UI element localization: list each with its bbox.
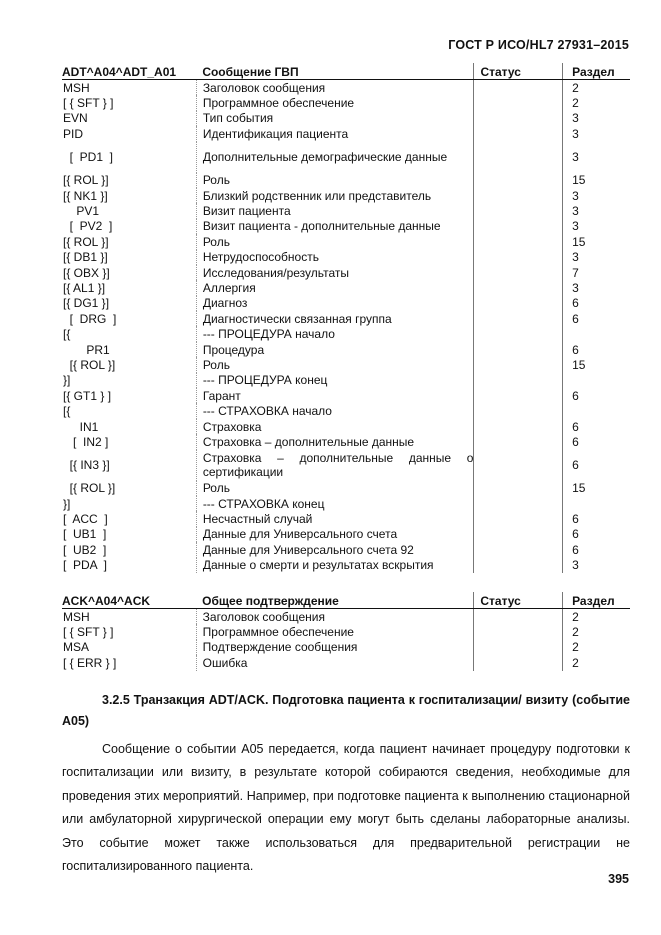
- table-row: [62, 95, 630, 110]
- section-cell: 6: [563, 311, 630, 326]
- segment-cell: PID: [63, 126, 84, 141]
- column-header-description: Сообщение ГВП: [196, 63, 474, 80]
- segment-cell: [ PV2 ]: [63, 219, 113, 234]
- segment-cell: }]: [63, 496, 71, 511]
- section-cell: 3: [563, 219, 630, 234]
- table-row: [62, 373, 630, 388]
- section-cell: [563, 403, 630, 418]
- section-body-paragraph: Сообщение о событии A05 передается, когда пациент начинает процедуру подготовки к госпитализации или визиту, в результате которой собираются сведения, необходимые для проведения этих мероприятий. Например, при подготовке пациента к выполнению стационарной или амбулаторной хирургической операции ему могут быть сделаны лабораторные анализы. Это событие может также использоваться для предварительной регистрации не госпитализированного пациента.: [62, 742, 630, 874]
- status-cell: [474, 655, 563, 670]
- adt-a04-message-table: [62, 63, 630, 573]
- section-cell: 2: [563, 640, 630, 655]
- column-header-section: Раздел: [563, 63, 630, 80]
- section-cell: 6: [563, 511, 630, 526]
- table-row: [62, 265, 630, 280]
- column-header-status: Статус: [474, 63, 563, 80]
- table-row: [62, 558, 630, 573]
- status-cell: [474, 280, 563, 295]
- segment-cell: MSA: [63, 640, 90, 655]
- table-row: [62, 419, 630, 434]
- description-cell: Роль: [196, 357, 474, 372]
- status-cell: [474, 434, 563, 449]
- status-cell: [474, 640, 563, 655]
- status-cell: [474, 188, 563, 203]
- section-cell: 3: [563, 188, 630, 203]
- table-row: [62, 234, 630, 249]
- description-cell: Идентификация пациента: [196, 126, 474, 141]
- status-cell: [474, 542, 563, 557]
- status-cell: [474, 373, 563, 388]
- segment-cell: [{ NK1 }]: [63, 188, 108, 203]
- table-row: [62, 173, 630, 188]
- segment-cell: [ PD1 ]: [63, 150, 114, 165]
- segment-cell: MSH: [63, 609, 90, 624]
- segment-cell: [ PDA ]: [63, 558, 108, 573]
- section-cell: 3: [563, 250, 630, 265]
- segment-cell: PR1: [63, 342, 110, 357]
- segment-cell: }]: [63, 373, 71, 388]
- section-cell: [563, 496, 630, 511]
- status-cell: [474, 527, 563, 542]
- description-cell: --- ПРОЦЕДУРА начало: [196, 326, 474, 341]
- segment-cell: [ DRG ]: [63, 311, 117, 326]
- table-row: [62, 80, 630, 96]
- section-cell: 6: [563, 450, 630, 481]
- segment-cell: EVN: [63, 111, 88, 126]
- table-row: [62, 450, 630, 481]
- table-header-row: [62, 63, 630, 80]
- segment-cell: IN1: [63, 419, 99, 434]
- description-cell: Визит пациента - дополнительные данные: [196, 219, 474, 234]
- table-row: [62, 357, 630, 372]
- segment-cell: [ { ERR } ]: [63, 655, 117, 670]
- table-row: [62, 511, 630, 526]
- document-header: ГОСТ Р ИСО/HL7 27931–2015: [448, 38, 629, 52]
- description-cell: Роль: [196, 481, 474, 496]
- segment-cell: [{ ROL }]: [63, 234, 109, 249]
- status-cell: [474, 511, 563, 526]
- table-row: [62, 188, 630, 203]
- description-cell: Данные для Универсального счета 92: [196, 542, 474, 557]
- table-row: [62, 655, 630, 670]
- segment-cell: [ UB2 ]: [63, 542, 107, 557]
- description-cell: Дополнительные демографические данные: [196, 142, 474, 173]
- status-cell: [474, 203, 563, 218]
- segment-cell: [ IN2 ]: [63, 434, 109, 449]
- section-cell: [563, 373, 630, 388]
- table-row: [62, 434, 630, 449]
- column-header-status: Статус: [474, 592, 563, 609]
- column-header-message-structure: ADT^A04^ADT_A01: [62, 63, 196, 80]
- segment-cell: [{: [63, 404, 71, 419]
- description-cell: Нетрудоспособность: [196, 250, 474, 265]
- description-cell: --- ПРОЦЕДУРА конец: [196, 373, 474, 388]
- section-cell: 3: [563, 126, 630, 141]
- section-cell: 15: [563, 234, 630, 249]
- description-cell: Диагноз: [196, 296, 474, 311]
- description-cell: Данные для Универсального счета: [196, 527, 474, 542]
- segment-cell: [ UB1 ]: [63, 527, 107, 542]
- segment-cell: [{ ROL }]: [63, 173, 109, 188]
- segment-cell: [ ACC ]: [63, 512, 108, 527]
- table-row: [62, 111, 630, 126]
- description-cell: Заголовок сообщения: [196, 609, 474, 625]
- section-cell: 6: [563, 296, 630, 311]
- segment-cell: PV1: [63, 204, 100, 219]
- table-row: [62, 219, 630, 234]
- status-cell: [474, 296, 563, 311]
- column-header-description: Общее подтверждение: [196, 592, 474, 609]
- ack-a04-message-table: [62, 592, 630, 671]
- section-cell: 15: [563, 481, 630, 496]
- status-cell: [474, 342, 563, 357]
- status-cell: [474, 219, 563, 234]
- section-cell: 3: [563, 111, 630, 126]
- segment-cell: [{ OBX }]: [63, 265, 110, 280]
- section-cell: 15: [563, 357, 630, 372]
- status-cell: [474, 496, 563, 511]
- segment-cell: [{ DB1 }]: [63, 250, 108, 265]
- status-cell: [474, 624, 563, 639]
- description-cell: Аллергия: [196, 280, 474, 295]
- status-cell: [474, 95, 563, 110]
- section-cell: 2: [563, 624, 630, 639]
- description-cell: Заголовок сообщения: [196, 80, 474, 96]
- status-cell: [474, 250, 563, 265]
- segment-cell: [{ AL1 }]: [63, 280, 106, 295]
- status-cell: [474, 80, 563, 96]
- table-row: [62, 126, 630, 141]
- section-cell: 2: [563, 95, 630, 110]
- section-cell: 15: [563, 173, 630, 188]
- description-cell: Страховка – дополнительные данные: [196, 434, 474, 449]
- table-header-row: [62, 592, 630, 609]
- column-header-message-structure: ACK^A04^ACK: [62, 592, 196, 609]
- description-cell: --- СТРАХОВКА начало: [196, 403, 474, 418]
- segment-cell: [{ IN3 }]: [63, 458, 110, 473]
- description-cell: Ошибка: [196, 655, 474, 670]
- table-row: [62, 142, 630, 173]
- table-row: [62, 342, 630, 357]
- page-number: 395: [608, 872, 629, 886]
- description-cell: Страховка – дополнительные данные о сертификации: [196, 450, 474, 481]
- section-heading: 3.2.5 Транзакция ADT/ACK. Подготовка пациента к госпитализации/ визиту (событие A05): [62, 693, 630, 728]
- section-cell: 3: [563, 558, 630, 573]
- table-row: [62, 640, 630, 655]
- status-cell: [474, 481, 563, 496]
- section-cell: 6: [563, 388, 630, 403]
- description-cell: Несчастный случай: [196, 511, 474, 526]
- segment-cell: [{: [63, 327, 71, 342]
- table-row: [62, 311, 630, 326]
- status-cell: [474, 558, 563, 573]
- status-cell: [474, 234, 563, 249]
- table-row: [62, 296, 630, 311]
- section-cell: 6: [563, 342, 630, 357]
- description-cell: --- СТРАХОВКА конец: [196, 496, 474, 511]
- description-cell: Роль: [196, 173, 474, 188]
- section-cell: 7: [563, 265, 630, 280]
- table-row: [62, 203, 630, 218]
- table-row: [62, 527, 630, 542]
- table-row: [62, 609, 630, 625]
- column-header-section: Раздел: [563, 592, 630, 609]
- section-cell: 2: [563, 609, 630, 625]
- status-cell: [474, 265, 563, 280]
- table-row: [62, 481, 630, 496]
- status-cell: [474, 357, 563, 372]
- table-row: [62, 250, 630, 265]
- section-cell: 2: [563, 655, 630, 670]
- status-cell: [474, 419, 563, 434]
- segment-cell: [{ GT1 } ]: [63, 388, 112, 403]
- segment-cell: [ { SFT } ]: [63, 625, 114, 640]
- description-cell: Данные о смерти и результатах вскрытия: [196, 558, 474, 573]
- description-cell: Тип события: [196, 111, 474, 126]
- description-cell: Роль: [196, 234, 474, 249]
- table-row: [62, 388, 630, 403]
- section-cell: 6: [563, 542, 630, 557]
- description-cell: Близкий родственник или представитель: [196, 188, 474, 203]
- status-cell: [474, 126, 563, 141]
- section-cell: 6: [563, 419, 630, 434]
- section-cell: 2: [563, 80, 630, 96]
- description-cell: Процедура: [196, 342, 474, 357]
- section-cell: 3: [563, 142, 630, 173]
- status-cell: [474, 388, 563, 403]
- status-cell: [474, 403, 563, 418]
- description-cell: Программное обеспечение: [196, 624, 474, 639]
- table-row: [62, 326, 630, 341]
- section-cell: [563, 326, 630, 341]
- description-cell: Страховка: [196, 419, 474, 434]
- description-cell: Подтверждение сообщения: [196, 640, 474, 655]
- description-cell: Диагностически связанная группа: [196, 311, 474, 326]
- section-cell: 6: [563, 527, 630, 542]
- segment-cell: [ { SFT } ]: [63, 96, 114, 111]
- table-row: [62, 403, 630, 418]
- segment-cell: [{ DG1 }]: [63, 296, 110, 311]
- section-cell: 3: [563, 203, 630, 218]
- table-row: [62, 542, 630, 557]
- section-cell: 3: [563, 280, 630, 295]
- status-cell: [474, 450, 563, 481]
- table-row: [62, 280, 630, 295]
- segment-cell: [{ ROL }]: [63, 481, 116, 496]
- description-cell: Визит пациента: [196, 203, 474, 218]
- table-row: [62, 624, 630, 639]
- description-cell: Программное обеспечение: [196, 95, 474, 110]
- status-cell: [474, 609, 563, 625]
- status-cell: [474, 311, 563, 326]
- table-row: [62, 496, 630, 511]
- status-cell: [474, 173, 563, 188]
- status-cell: [474, 142, 563, 173]
- status-cell: [474, 326, 563, 341]
- segment-cell: MSH: [63, 80, 90, 95]
- segment-cell: [{ ROL }]: [63, 357, 116, 372]
- section-cell: 6: [563, 434, 630, 449]
- status-cell: [474, 111, 563, 126]
- description-cell: Исследования/результаты: [196, 265, 474, 280]
- description-cell: Гарант: [196, 388, 474, 403]
